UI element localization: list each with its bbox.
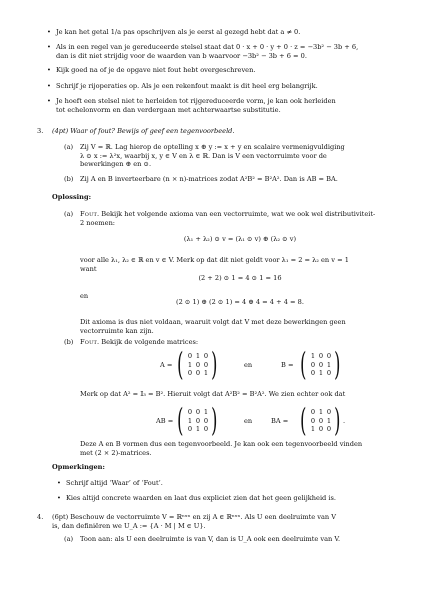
matrix-entry: 0 [318,425,324,434]
matrix-entry: 0 [318,360,324,369]
matrix-entry: 0 [195,369,201,378]
matrix-entry: 1 [318,408,324,416]
item-label: (a) [64,535,74,543]
matrix-B: ( 1 0 0 0 0 1 0 1 0 ) [300,345,341,383]
matrix-entry: 1 [187,416,193,425]
matrix-entry: 0 [326,352,332,360]
bullet-item: • Kies altijd concrete waarden en laat dus expliciet zien dat het geen gelijkheid is. [57,494,336,502]
bullet-item: • Je hoeft een stelsel niet te herleiden tot rijgereduceerde vorm, je kan ook herleiden tot echelonvorm en dan verdergaan met achterwaartse substitutie. [47,97,336,114]
equation: (λ₁ + λ₂) ⊙ v = (λ₁ ⊙ v) ⊕ (λ₂ ⊙ v) [183,235,297,243]
matrix-entry: 0 [326,369,332,378]
bullet-item: • Je kan het getal 1/a pas opschrijven als je eerst al gezegd hebt dat a ≠ 0. [47,28,301,36]
matrix-entry: 1 [326,416,332,425]
bullet-item: • Schrijf je rijoperaties op. Als je een rekenfout maakt is dit heel erg belangrijk. [47,82,318,90]
matrix-entry: 0 [318,352,324,360]
equation: (2 ⊙ 1) ⊕ (2 ⊙ 1) = 4 ⊕ 4 = 4 + 4 = 8. [176,298,304,306]
matrix-entry: 1 [187,360,193,369]
matrix-label: AB = [156,417,174,425]
matrix-entry: 1 [326,360,332,369]
question-header: (4pt) Waar of fout? Bewijs of geef een tegenvoorbeeld. [52,127,235,135]
solution-a-text: Dit axioma is dus niet voldaan, waaruit volgt dat V met deze bewerkingen geen vectorruimte kan zijn. [80,318,346,335]
matrix-entry: 1 [203,408,209,416]
matrix-AB: ( 0 0 1 1 0 0 0 1 0 ) [177,401,218,439]
matrix-entry: 0 [203,360,209,369]
item-label: (b) [64,338,74,346]
item-label: (a) [64,210,74,218]
solution-a-text: Fout. Bekijk het volgende axioma van een vectorruimte, wat we ook wel distributiviteit- 2 noemen: [80,210,376,227]
verdict-label: Fout [80,338,98,346]
matrix-A: ( 0 1 0 1 0 0 0 0 1 ) [177,345,218,383]
matrix-entry: 0 [310,360,316,369]
matrix-entry: 1 [195,425,201,434]
matrix-entry: 0 [187,425,193,434]
matrix-entry: 0 [326,425,332,434]
matrix-entry: 0 [326,408,332,416]
question-text: (6pt) Beschouw de vectorruimte V = ℝⁿˣⁿ en zij A ∈ ℝⁿˣⁿ. Als U een deelruimte van V is, dan definiëren we U_A := {A · M | M ∈ U}. [52,513,337,530]
question-a-text: Zij V = ℝ. Lag hierop de optelling x ⊕ y := x + y en scalaire vermenigvuldiging λ ⊙ x := λ²x, waarbij x, y ∈ V en λ ∈ ℝ. Dan is V een vectorruimte voor de bewerkingen ⊕ en ⊙. [80,143,345,169]
question-number: 4. [37,513,44,521]
matrix-BA: ( 0 1 0 0 0 1 1 0 0 ) [300,401,341,439]
item-label: (a) [64,143,74,151]
matrix-entry: 0 [318,416,324,425]
bullet-item: • Kijk goed na of je de opgave niet fout hebt overgeschreven. [47,66,256,74]
solution-b-text: Deze A en B vormen dus een tegenvoorbeeld. Je kan ook een tegenvoorbeeld vinden met (2 × 2)-matrices. [80,440,363,457]
matrix-entry: 1 [310,352,316,360]
matrix-entry: 1 [310,425,316,434]
matrix-entry: 0 [195,360,201,369]
verdict-label: Fout [80,210,98,218]
matrix-label: A = [160,361,173,369]
text-en: en [244,361,253,369]
bullet-item: • Als in een regel van je gereduceerde stelsel staat dat 0 · x + 0 · y + 0 · z = −3b² − 3b + 6, dan is dit niet strijdig voor de waarden van b waarvoor −3b² − 3b + 6 = 0. [47,43,359,60]
matrix-label: B = [281,361,294,369]
solution-a-text: voor alle λ₁, λ₂ ∈ ℝ en v ∈ V. Merk op dat dit niet geldt voor λ₁ = 2 = λ₂ en v = 1 want [80,256,349,273]
matrix-entry: 0 [203,425,209,434]
matrix-entry: 0 [187,352,193,360]
matrix-label: BA = [271,417,289,425]
matrix-entry: 0 [310,369,316,378]
question-number: 3. [37,127,44,135]
matrix-entry: 0 [310,416,316,425]
solution-b-text: Fout. Bekijk de volgende matrices: [80,338,199,346]
item-label: (b) [64,175,74,183]
question-a-text: Toon aan: als U een deelruimte is van V, dan is U_A ook een deelruimte van V. [80,535,341,543]
matrix-entry: 0 [187,369,193,378]
question-b-text: Zij A en B inverteerbare (n × n)-matrices zodat A²B² = B²A². Dan is AB = BA. [80,175,338,183]
matrix-entry: 0 [195,416,201,425]
matrix-entry: 1 [203,369,209,378]
solution-b-text: Merk op dat A² = 𝕀₃ = B². Hieruit volgt dat A²B² = B²A². We zien echter ook dat [80,390,346,398]
matrix-entry: 1 [195,352,201,360]
matrix-entry: 0 [203,352,209,360]
text-en: en [244,417,253,425]
matrix-entry: 0 [310,408,316,416]
bullet-item: • Schrijf altijd ‘Waar’ of ‘Fout’. [57,479,163,487]
document-page: • Je kan het getal 1/a pas opschrijven als je eerst al gezegd hebt dat a ≠ 0. • Als in een regel van je gereduceerde stelsel staat dat 0 · x + 0 · y + 0 · z = −3b² − 3b + 6, dan is dit niet strijdig voor de waarden van b waarvoor −3b² − 3b + 6 = 0. • Kijk goed na of je de opgave niet fout hebt overgeschreven. • Schrijf je rijoperaties op. Als je een rekenfout maakt is dit heel erg belangrijk. • Je hoeft een stelsel niet te herleiden tot rijgereduceerde vorm, je kan ook herleiden tot echelonvorm en dan verdergaan met achterwaartse substitutie. 3. (4pt) Waar of fout? Bewijs of geef een tegenvoorbeeld. (a) Zij V = ℝ. Lag hierop de optelling x ⊕ y := x + y en scalaire vermenigvuldiging λ ⊙ x := λ²x, waarbij x, y ∈ V en λ ∈ ℝ. Dan is V een vectorruimte voor de bewerkingen ⊕ en ⊙. (b) Zij A en B inverteerbare (n × n)-matrices zodat A²B² = B²A². Dan is AB = BA. Oplossing: (a) Fout. Bekijk het volgende axioma van een vectorruimte, wat we ook wel distributiviteit- 2 noemen: (λ₁ + λ₂) ⊙ v = (λ₁ ⊙ v) ⊕ (λ₂ ⊙ v) voor alle λ₁, λ₂ ∈ ℝ en v ∈ V. Merk op dat dit niet geldt voor λ₁ = 2 = λ₂ en v = 1 want (2 + 2) ⊙ 1 = 4 ⊙ 1 = 16 en (2 ⊙ 1) ⊕ (2 ⊙ 1) = 4 ⊕ 4 = 4 + 4 = 8. Dit axioma is dus niet voldaan, waaruit volgt dat V met deze bewerkingen geen vectorruimte kan zijn. (b) Fout. Bekijk de volgende matrices: A = ( 0 1 0 1 0 0 0 0 1 ) en B = ( 1 0 0 0 0 1 0 1 0 ) Merk op dat A² = 𝕀₃ = B². Hieruit volgt dat A²B² = B²A². We zien echter ook dat AB = ( 0 0 1 1 0 0 0 1 0 ) en BA = ( 0 1 0 0 0 1 1 0 0 ) . Deze A en B vormen dus een tegenvoorbeeld. Je kan ook een tegenvoorbeeld vinden met (2 × 2)-matrices. Opmerkingen: • Schrijf altijd ‘Waar’ of ‘Fout’. • Kies altijd concrete waarden en laat dus expliciet zien dat het geen gelijkheid is. 4. (6pt) Beschouw de vectorruimte V = ℝⁿˣⁿ en zij A ∈ ℝⁿˣⁿ. Als U een deelruimte van V is, dan definiëren we U_A := {A · M | M ∈ U}. (a) Toon aan: als U een deelruimte is van V, dan is U_A ook een deelruimte van V. [0,0,424,600]
section-title: Opmerkingen: [52,463,105,471]
matrix-entry: 0 [203,416,209,425]
matrix-entry: 0 [195,408,201,416]
equation: (2 + 2) ⊙ 1 = 4 ⊙ 1 = 16 [198,274,282,282]
section-title: Oplossing: [52,193,92,201]
matrix-entry: 1 [318,369,324,378]
text-en: en [80,292,89,300]
matrix-entry: 0 [187,408,193,416]
